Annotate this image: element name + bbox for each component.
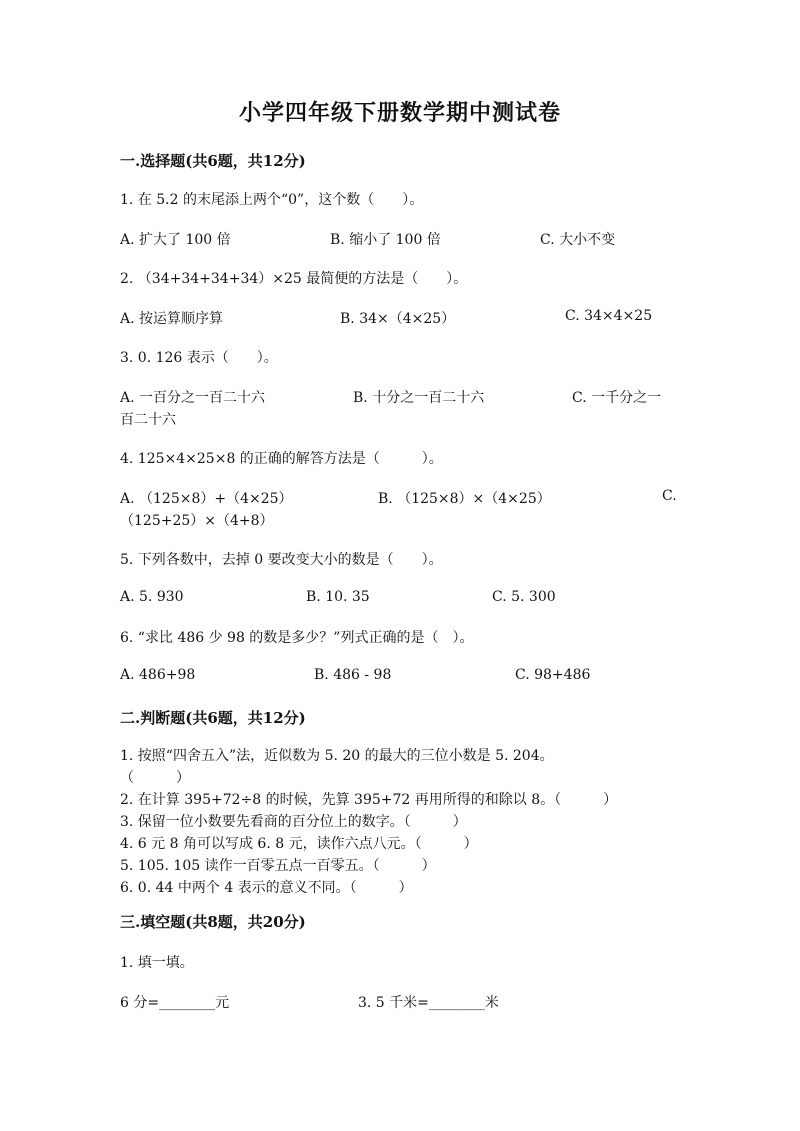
question-stem: 2. （34+34+34+34）×25 最简便的方法是（ ）。 [120, 271, 468, 287]
option-b: B. 486 - 98 [314, 667, 392, 683]
option-b: B. 10. 35 [306, 589, 370, 605]
question-stem: 6. “求比 486 少 98 的数是多少？”列式正确的是（ ）。 [120, 630, 474, 646]
option-a: A. 一百分之一百二十六 [120, 390, 266, 406]
judgement-line: 3. 保留一位小数要先看商的百分位上的数字。（ ） [120, 814, 467, 830]
question-stem: 3. 0. 126 表示（ ）。 [120, 350, 278, 366]
fill-blank: 3. 5 千米=________米 [358, 995, 499, 1011]
option-c: C. 34×4×25 [565, 308, 653, 324]
option-c: C. 5. 300 [492, 589, 556, 605]
answer-blank: （ ） [120, 770, 190, 786]
option-a: A. 扩大了 100 倍 [120, 232, 231, 248]
judgement-line: 1. 按照“四舍五入”法，近似数为 5. 20 的最大的三位小数是 5. 204。 [120, 748, 554, 764]
question-stem: 5. 下列各数中，去掉 0 要改变大小的数是（ ）。 [120, 552, 443, 568]
option-a: A. 486+98 [120, 667, 196, 683]
judgement-line: 2. 在计算 395+72÷8 的时候，先算 395+72 再用所得的和除以 8。（ ） [120, 792, 618, 808]
option-b: B. 十分之一百二十六 [353, 390, 485, 406]
section3-heading: 三.填空题(共8题，共20分) [120, 913, 306, 931]
option-b: B. 缩小了 100 倍 [330, 232, 441, 248]
option-c: C. 大小不变 [540, 232, 616, 248]
page-title: 小学四年级下册数学期中测试卷 [238, 100, 561, 126]
option-continuation: （125+25）×（4+8） [120, 513, 274, 529]
option-c: C. 一千分之一 [572, 390, 662, 406]
section1-heading: 一.选择题(共6题，共12分) [120, 152, 306, 170]
question-stem: 4. 125×4×25×8 的正确的解答方法是（ ）。 [120, 451, 443, 467]
question-stem: 1. 填一填。 [120, 955, 194, 971]
option-c: C. 98+486 [515, 667, 591, 683]
judgement-line: 5. 105. 105 读作一百零五点一百零五。（ ） [120, 858, 436, 874]
option-continuation: 百二十六 [120, 412, 176, 428]
option-c: C. [662, 488, 677, 504]
option-b: B. 34×（4×25） [340, 311, 456, 327]
option-a: A. （125×8）+（4×25） [120, 491, 293, 507]
question-stem: 1. 在 5.2 的末尾添上两个“0”，这个数（ ）。 [120, 192, 424, 208]
option-a: A. 按运算顺序算 [120, 311, 224, 327]
section2-heading: 二.判断题(共6题，共12分) [120, 709, 306, 727]
judgement-line: 6. 0. 44 中两个 4 表示的意义不同。（ ） [120, 880, 413, 896]
option-b: B. （125×8）×（4×25） [378, 491, 551, 507]
option-a: A. 5. 930 [120, 589, 184, 605]
fill-blank: 6 分=________元 [120, 995, 230, 1011]
judgement-line: 4. 6 元 8 角可以写成 6. 8 元，读作六点八元。（ ） [120, 836, 478, 852]
